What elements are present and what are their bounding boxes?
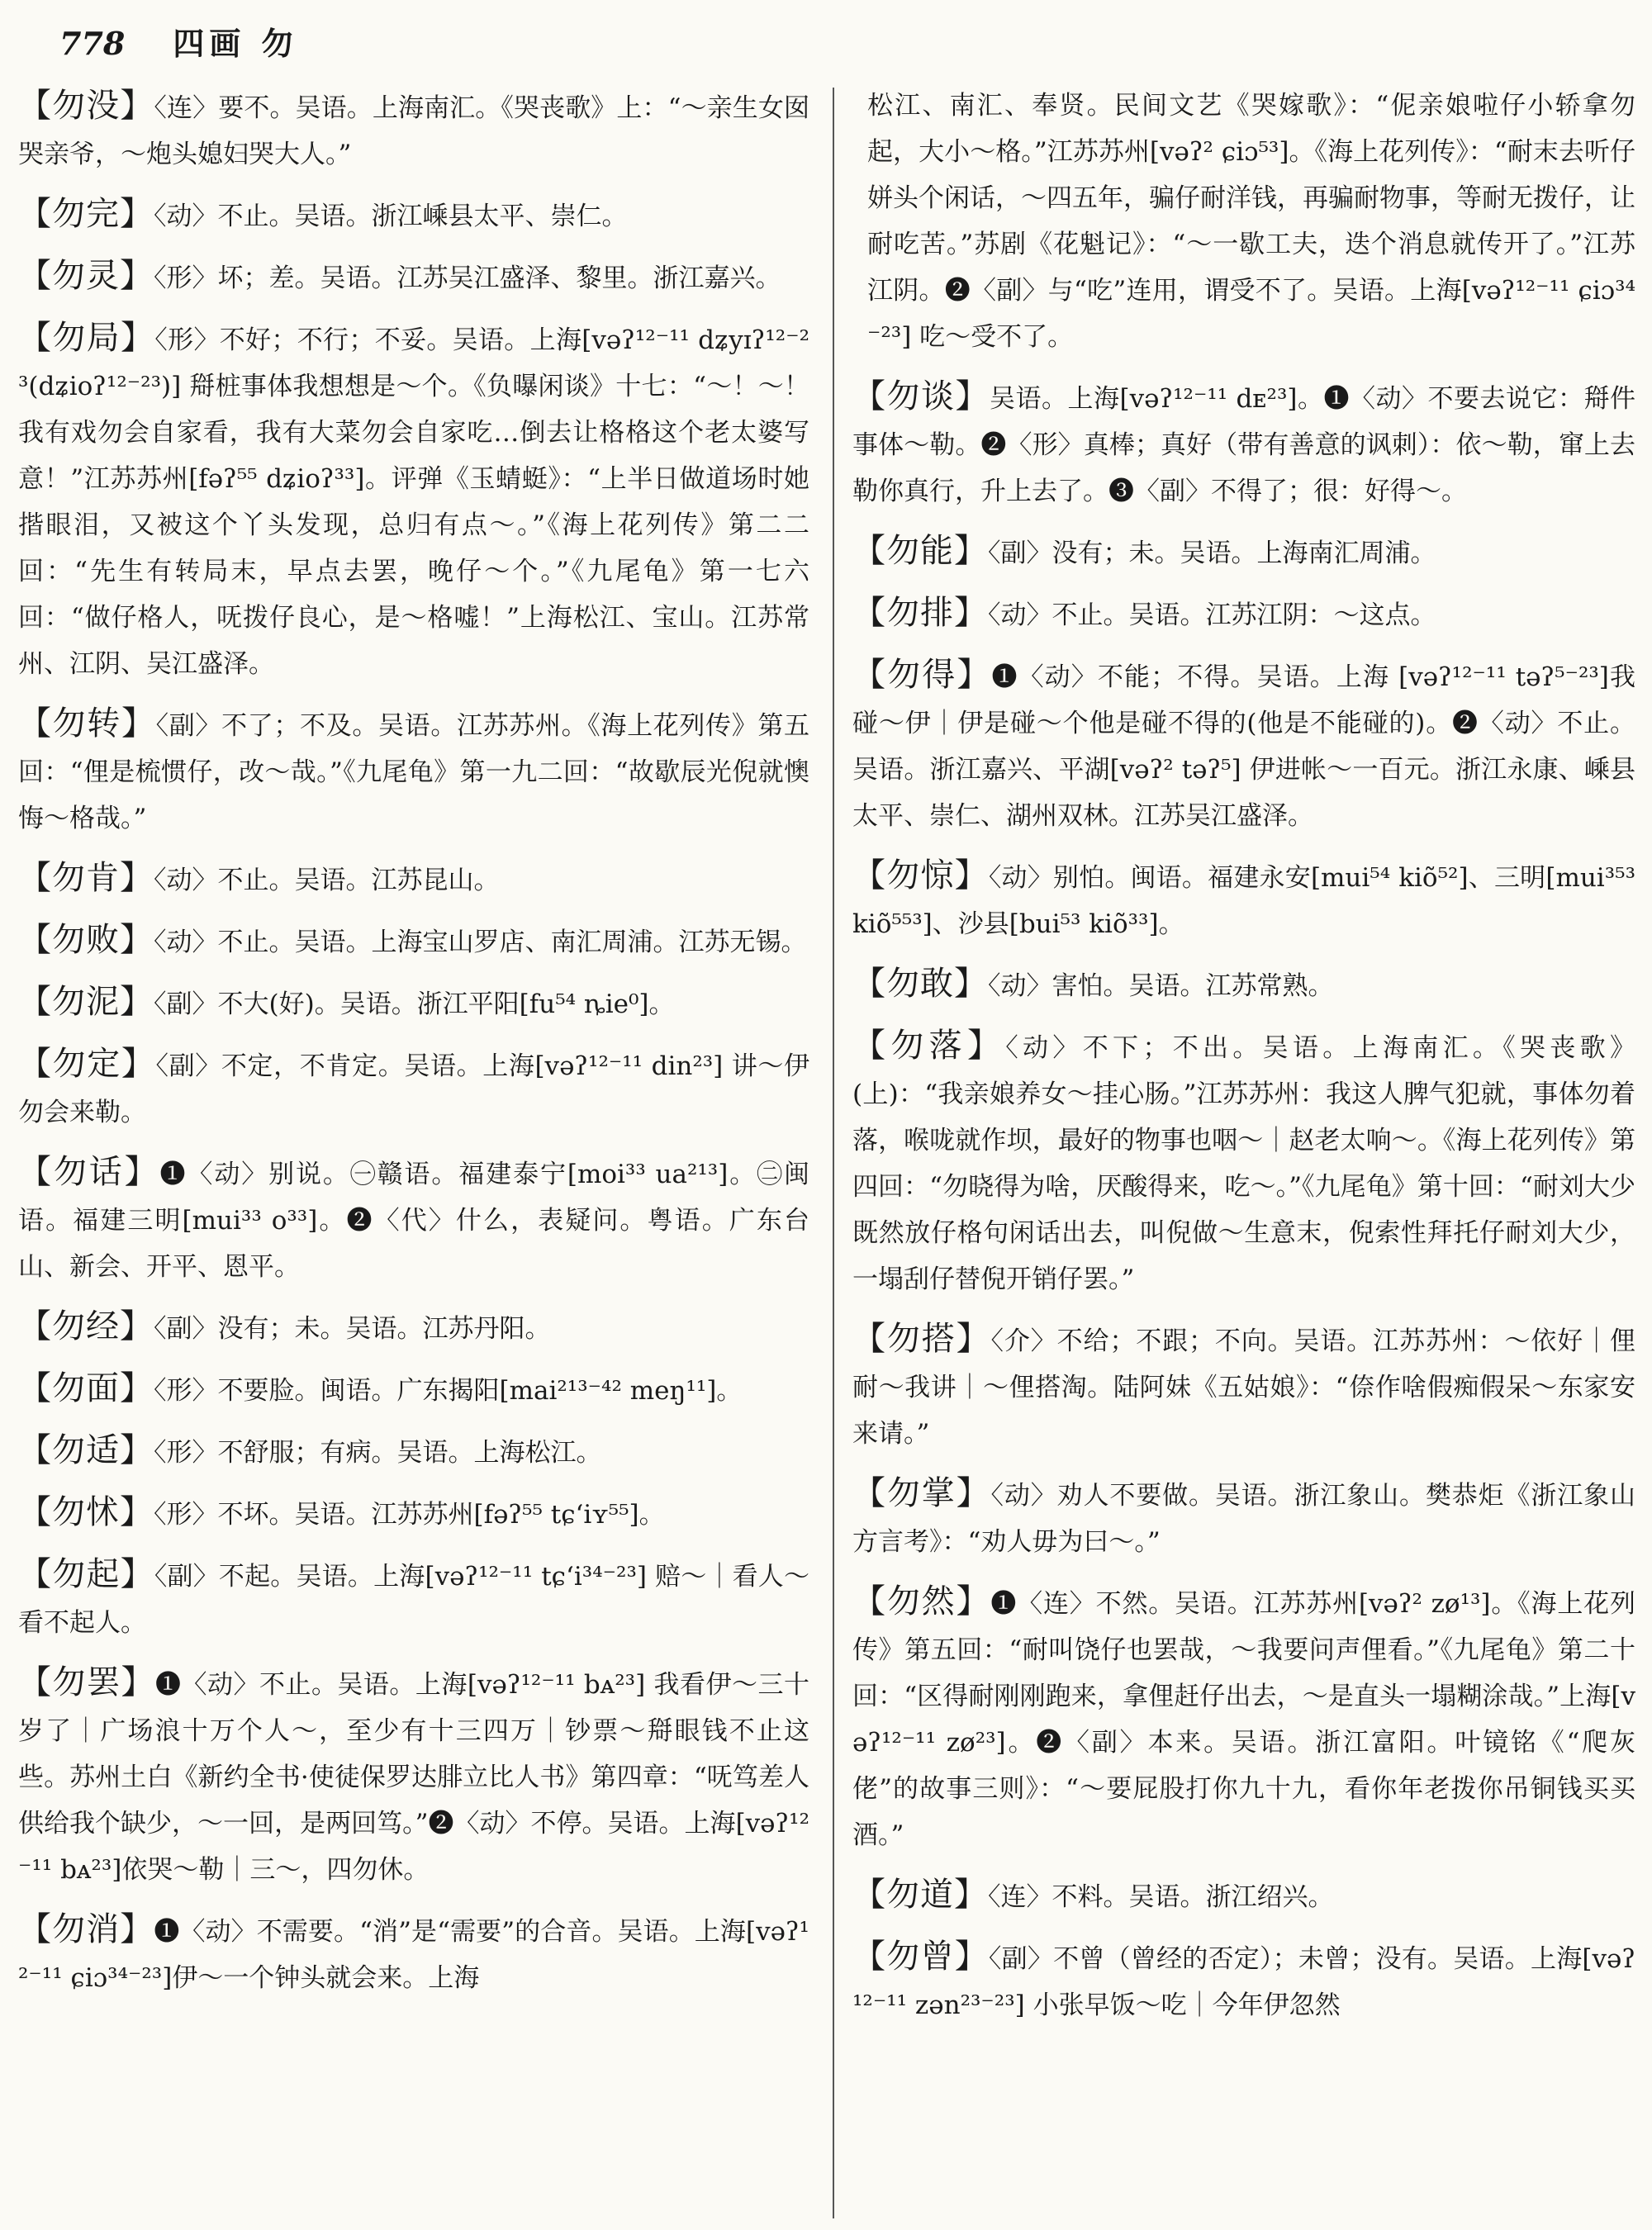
dictionary-entry [852, 1022, 1635, 1302]
dictionary-entry [18, 1365, 809, 1414]
dictionary-entry [852, 83, 1635, 360]
entry-definition: 〈形〉不要脸。闽语。广东揭阳[mai²¹³⁻⁴² meŋ¹¹]。 [154, 1376, 743, 1406]
dictionary-entry [18, 917, 809, 966]
entry-definition: 〈副〉不了；不及。吴语。江苏苏州。《海上花列传》第五回：“俚是梳惯仔，改～哉。”《九尾龟》第一九二回：“故歇辰光倪就懊悔～格哉。” [18, 711, 809, 833]
page-header [59, 18, 298, 71]
dictionary-entry [852, 1872, 1635, 1920]
entry-definition: ❶〈动〉不能；不得。吴语。上海 [vəʔ¹²⁻¹¹ təʔ⁵⁻²³]我碰～伊｜伊是碰～个他是碰不得的(他是不能碰的)。❷〈动〉不止。吴语。浙江嘉兴、平湖[vəʔ² təʔ⁵] 伊进帐～一百元。浙江永康、嵊县太平、崇仁、湖州双林。江苏吴江盛泽。 [852, 662, 1635, 831]
entry-definition: ❶〈动〉别说。㊀赣语。福建泰宁[moi³³ ua²¹³]。㊁闽语。福建三明[mui³³ o³³]。❷〈代〉什么，表疑问。粤语。广东台山、新会、开平、恩平。 [18, 1160, 809, 1282]
entry-headword: 【勿排】 [852, 594, 988, 632]
entry-headword: 【勿没】 [18, 87, 154, 125]
entry-headword: 【勿罢】 [18, 1663, 155, 1701]
entry-definition: 〈动〉不止。吴语。江苏昆山。 [154, 866, 500, 895]
entry-headword: 【勿泥】 [18, 983, 154, 1021]
entry-definition: 〈副〉没有；未。吴语。江苏丹阳。 [154, 1314, 551, 1344]
dictionary-entry [852, 1933, 1635, 2028]
entry-definition: 〈形〉坏；差。吴语。江苏吴江盛泽、黎里。浙江嘉兴。 [154, 263, 781, 293]
entry-definition: 〈动〉不止。吴语。上海宝山罗店、南汇周浦。江苏无锡。 [154, 928, 807, 957]
dictionary-entry [18, 1041, 809, 1136]
entry-definition: 〈连〉不料。吴语。浙江绍兴。 [988, 1882, 1334, 1912]
entry-definition: 〈副〉不大(好)。吴语。浙江平阳[fu⁵⁴ ȵie⁰]。 [154, 989, 675, 1019]
entry-definition: 〈形〉不坏。吴语。江苏苏州[fəʔ⁵⁵ tɕʻiʏ⁵⁵]。 [154, 1500, 665, 1530]
dictionary-entry [852, 652, 1635, 839]
entry-headword: 【勿起】 [18, 1555, 154, 1593]
entry-headword: 【勿经】 [18, 1307, 154, 1345]
dictionary-entry [852, 852, 1635, 947]
entry-headword: 【勿怵】 [18, 1493, 154, 1531]
entry-headword: 【勿话】 [18, 1153, 160, 1191]
entry-definition: 〈形〉不好；不行；不妥。吴语。上海[vəʔ¹²⁻¹¹ dʑyɪʔ¹²⁻²³(dʑioʔ¹²⁻²³)] 搿桩事体我想想是～个。《负曝闲谈》十七：“～！～！我有戏勿会自家看，我有大菜勿会自家吃…倒去让格格这个老太婆写意！”江苏苏州[fəʔ⁵⁵ dʑioʔ³³]。评弹《玉蜻蜓》：“上半日做道场时她揩眼泪，又被这个丫头发现，总归有点～。”《海上花列传》第二二回：“先生有转局末，早点去罢，晚仔～个。”《九尾龟》第一七六回：“做仔格人，呒拨仔良心，是～格嘘！”上海松江、宝山。江苏常州、江阴、吴江盛泽。 [18, 325, 809, 679]
entry-definition: 〈动〉不下；不出。吴语。上海南汇。《哭丧歌》(上)：“我亲娘养女～挂心肠。”江苏苏州：我这人脾气犯就，事体勿着落，喉咙就作坝，最好的物事也咽～｜赵老太响～。《海上花列传》第四回：“勿晓得为啥，厌酸得来，吃～。”《九尾龟》第十回：“耐刘大少既然放仔格句闲话出去，叫倪做～生意末，倪索性拜托仔耐刘大少，一塌刮仔替倪开销仔罢。” [852, 1033, 1635, 1294]
dictionary-entry [18, 253, 809, 301]
dictionary-entry [852, 590, 1635, 638]
dictionary-entry [852, 1316, 1635, 1457]
dictionary-entry [18, 191, 809, 240]
entry-headword: 【勿败】 [18, 921, 154, 959]
right-column [852, 83, 1635, 2213]
entry-definition: 松江、南汇、奉贤。民间文艺《哭嫁歌》：“伲亲娘啦仔小轿拿勿起，大小～格。”江苏苏州[vəʔ² ɕiɔ⁵³]。《海上花列传》：“耐末去听仔姘头个闲话，～四五年，骗仔耐洋钱，再骗耐物事，等耐无拨仔，让耐吃苦。”苏剧《花魁记》：“～一歇工夫，迭个消息就传开了。”江苏江阴。❷〈副〉与“吃”连用，谓受不了。吴语。上海[vəʔ¹²⁻¹¹ ɕiɔ³⁴⁻²³] 吃～受不了。 [867, 91, 1635, 352]
dictionary-entry [18, 1906, 809, 2001]
entry-definition: 〈副〉不定，不肯定。吴语。上海[vəʔ¹²⁻¹¹ din²³] 讲～伊勿会来勒。 [18, 1051, 809, 1127]
entry-headword: 【勿搭】 [852, 1320, 991, 1358]
entry-definition: 〈介〉不给；不跟；不向。吴语。江苏苏州：～依好｜俚耐～我讲｜～俚搭淘。陆阿妹《五姑娘》：“倷作啥假痴假呆～东家安来请。” [852, 1326, 1635, 1449]
dictionary-entry [18, 855, 809, 904]
entry-headword: 【勿掌】 [852, 1474, 991, 1512]
entry-headword: 【勿定】 [18, 1045, 156, 1083]
dictionary-entry [18, 1303, 809, 1352]
entry-headword: 【勿适】 [18, 1431, 154, 1469]
entry-headword: 【勿惊】 [852, 856, 989, 894]
dictionary-entry [18, 1489, 809, 1538]
entry-definition: 〈动〉不止。吴语。江苏江阴：～这点。 [988, 600, 1436, 630]
entry-definition: 〈连〉要不。吴语。上海南汇。《哭丧歌》上：“～亲生女囡哭亲爷，～炮头媳妇哭大人。” [18, 93, 809, 169]
entry-headword: 【勿落】 [852, 1027, 1006, 1065]
dictionary-entry [18, 979, 809, 1027]
entry-definition: 〈副〉不起。吴语。上海[vəʔ¹²⁻¹¹ tɕʻi³⁴⁻²³] 赔～｜看人～看不起人。 [18, 1562, 809, 1638]
left-column [18, 83, 809, 2213]
entry-headword: 【勿谈】 [852, 377, 990, 415]
entry-headword: 【勿道】 [852, 1876, 988, 1914]
column-divider [833, 88, 834, 2218]
entry-headword: 【勿消】 [18, 1910, 154, 1948]
dictionary-entry [18, 83, 809, 178]
entry-headword: 【勿灵】 [18, 257, 154, 295]
entry-headword: 【勿肯】 [18, 859, 154, 897]
entry-definition: 〈形〉不舒服；有病。吴语。上海松江。 [154, 1438, 602, 1468]
entry-definition: 〈动〉害怕。吴语。江苏常熟。 [988, 971, 1334, 1001]
entry-definition: 吴语。上海[vəʔ¹²⁻¹¹ dᴇ²³]。❶〈动〉不要去说它：搿件事体～勒。❷〈形〉真棒；真好（带有善意的讽刺）：依～勒，窜上去勒你真行，升上去了。❸〈副〉不得了；很：好得～。 [852, 384, 1635, 506]
dictionary-entry [852, 1470, 1635, 1565]
entry-headword: 【勿局】 [18, 319, 155, 357]
section-title: 四画 勿 [173, 25, 298, 62]
entry-headword: 【勿完】 [18, 195, 154, 233]
dictionary-entry [852, 373, 1635, 515]
page-number: 778 [59, 25, 126, 62]
entry-headword: 【勿然】 [852, 1582, 991, 1620]
entry-definition: 〈副〉不曾（曾经的否定）；未曾；没有。吴语。上海[vəʔ¹²⁻¹¹ zən²³⁻²³] 小张早饭～吃｜今年伊忽然 [852, 1944, 1635, 2020]
entry-headword: 【勿能】 [852, 532, 988, 570]
entry-headword: 【勿转】 [18, 705, 156, 743]
entry-headword: 【勿曾】 [852, 1938, 989, 1976]
entry-definition: 〈动〉别怕。闽语。福建永安[mui⁵⁴ kiõ⁵²]、三明[mui³⁵³ kiõ⁵⁵³]、沙县[bui⁵³ kiõ³³]。 [852, 863, 1635, 939]
entry-definition: ❶〈动〉不止。吴语。上海[vəʔ¹²⁻¹¹ bᴀ²³] 我看伊～三十岁了｜广场浪十万个人～，至少有十三四万｜钞票～搿眼钱不止这些。苏州土白《新约全书·使徒保罗达腓立比人书》第四章：“呒笃差人供给我个缺少，～一回，是两回笃。”❷〈动〉不停。吴语。上海[vəʔ¹²⁻¹¹ bᴀ²³]依哭～勒｜三～，四勿休。 [18, 1670, 809, 1885]
dictionary-entry [18, 315, 809, 687]
entry-definition: 〈动〉劝人不要做。吴语。浙江象山。樊恭炬《浙江象山方言考》：“劝人毋为曰～。” [852, 1481, 1635, 1557]
entry-definition: ❶〈动〉不需要。“消”是“需要”的合音。吴语。上海[vəʔ¹²⁻¹¹ ɕiɔ³⁴⁻²³]伊～一个钟头就会来。上海 [18, 1917, 809, 1993]
dictionary-entry [18, 1149, 809, 1290]
dictionary-entry [852, 1578, 1635, 1858]
entry-definition: 〈动〉不止。吴语。浙江嵊县太平、崇仁。 [154, 202, 628, 231]
entry-headword: 【勿得】 [852, 656, 992, 694]
entry-headword: 【勿敢】 [852, 965, 988, 1003]
entry-definition: ❶〈连〉不然。吴语。江苏苏州[vəʔ² zø¹³]。《海上花列传》第五回：“耐叫饶仔也罢哉，～我要问声俚看。”《九尾龟》第二十回：“区得耐刚刚跑来，拿俚赶仔出去，～是直头一塌糊涂哉。”上海[vəʔ¹²⁻¹¹ zø²³]。❷〈副〉本来。吴语。浙江富阳。叶镜铭《“爬灰佬”的故事三则》：“～要屁股打你九十九，看你年老拨你吊铜钱买买酒。” [852, 1589, 1635, 1850]
entry-definition: 〈副〉没有；未。吴语。上海南汇周浦。 [988, 539, 1436, 568]
dictionary-entry [18, 1427, 809, 1476]
dictionary-entry [852, 528, 1635, 576]
dictionary-entry [852, 961, 1635, 1009]
dictionary-entry [18, 700, 809, 842]
entry-headword: 【勿面】 [18, 1369, 154, 1407]
dictionary-entry [18, 1551, 809, 1646]
dictionary-entry [18, 1659, 809, 1893]
